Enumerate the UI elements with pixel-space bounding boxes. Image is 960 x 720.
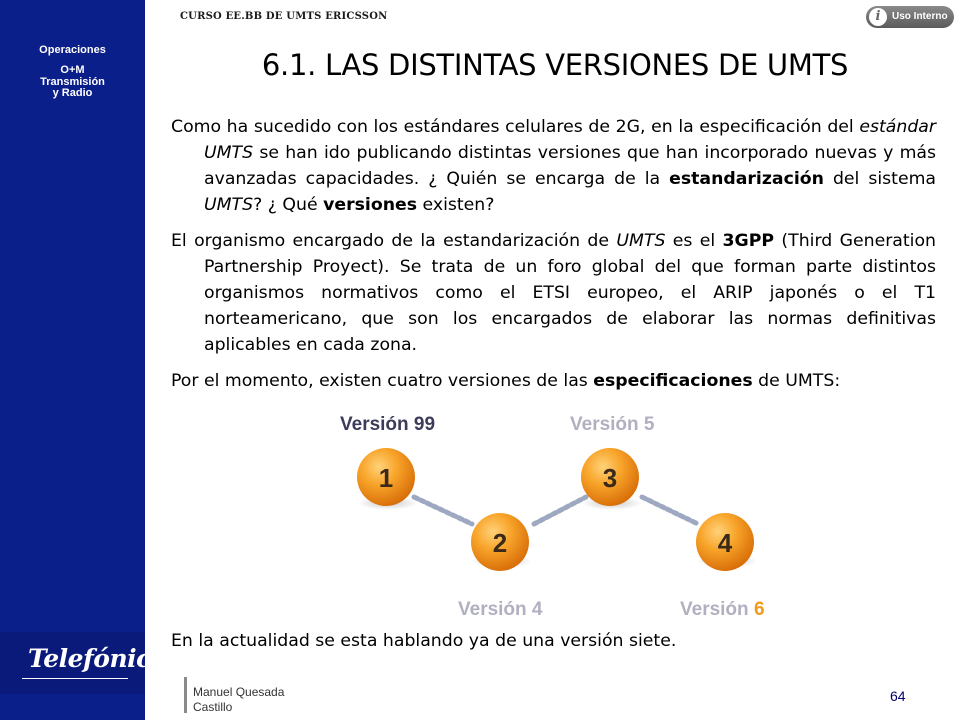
bold-term: especificaciones xyxy=(593,371,753,391)
sidebar-line-radio: y Radio xyxy=(52,87,93,99)
text-run: ? ¿ Qué xyxy=(253,195,324,215)
node-3-number: 3 xyxy=(602,463,618,493)
info-icon: i xyxy=(869,8,887,26)
connector-links xyxy=(414,497,698,524)
label-version-6-text: Versión xyxy=(680,599,749,620)
logo-underline xyxy=(22,678,128,679)
paragraph-4 xyxy=(171,628,811,654)
author xyxy=(193,685,284,715)
uso-interno-badge xyxy=(866,6,954,28)
node-4-number: 4 xyxy=(717,528,733,558)
node-2-number: 2 xyxy=(492,528,508,558)
version-node-1 xyxy=(357,448,415,506)
text-run: (Third Generation Partnership Proyect). Se trata de un foro global del que forman parte distintos organismos normativos como el ETSI europeo, el ARIP japonés o el T1 norteamericano, que son los encargados de elaborar las normas definitivas aplicables en cada zona. xyxy=(204,231,936,355)
italic-term: UMTS xyxy=(204,195,254,215)
italic-term: estándar UMTS xyxy=(204,117,936,163)
label-version-6 xyxy=(680,599,765,620)
sidebar xyxy=(0,0,167,720)
bold-term: versiones xyxy=(323,195,418,215)
bold-term: 3GPP xyxy=(722,231,775,251)
paragraph-2 xyxy=(171,228,936,358)
sidebar-line-om: O+M xyxy=(60,64,85,76)
text-run: existen? xyxy=(417,195,495,215)
text-run: se han ido publicando distintas versiones que han incorporado nuevas y más avanzadas capacidades. ¿ Quién se encarga de la xyxy=(204,143,936,189)
text-run: El organismo encargado de la estandarización de xyxy=(171,231,617,251)
text-run: Como ha sucedido con los estándares celulares de 2G, en la especificación del xyxy=(171,117,860,137)
paragraph-3 xyxy=(171,368,936,394)
node-1-number: 1 xyxy=(378,463,394,493)
author-line-2: Castillo xyxy=(193,700,233,714)
version-node-3 xyxy=(581,448,639,506)
label-version-5: Versión 5 xyxy=(570,414,655,435)
version-node-2 xyxy=(471,513,529,571)
text-run: Por el momento, existen cuatro versiones de las xyxy=(171,371,594,391)
version-node-4 xyxy=(696,513,754,571)
course-header: CURSO EE.BB DE UMTS ERICSSON xyxy=(180,11,388,22)
text-run: de UMTS: xyxy=(752,371,841,391)
bold-term: estandarización xyxy=(669,169,824,189)
text-run: del sistema xyxy=(823,169,937,189)
sidebar-line-operaciones: Operaciones xyxy=(39,44,106,56)
badge-label: Uso Interno xyxy=(892,11,948,22)
footer-divider xyxy=(184,677,187,713)
label-version-4: Versión 4 xyxy=(458,599,543,620)
sidebar-line-transmision: Transmisión xyxy=(40,76,105,88)
italic-term: UMTS xyxy=(616,231,666,251)
label-version-99: Versión 99 xyxy=(340,414,436,435)
paragraph-1 xyxy=(171,114,936,218)
text-run: En la actualidad se esta hablando ya de una versión siete. xyxy=(171,631,677,651)
page-number: 64 xyxy=(890,688,906,704)
text-run: es el xyxy=(665,231,723,251)
label-version-6-number: 6 xyxy=(753,599,765,620)
author-line-1: Manuel Quesada xyxy=(193,685,285,699)
telefonica-logo: Telefónica xyxy=(28,644,167,673)
slide-title: 6.1. LAS DISTINTAS VERSIONES DE UMTS xyxy=(261,48,849,82)
